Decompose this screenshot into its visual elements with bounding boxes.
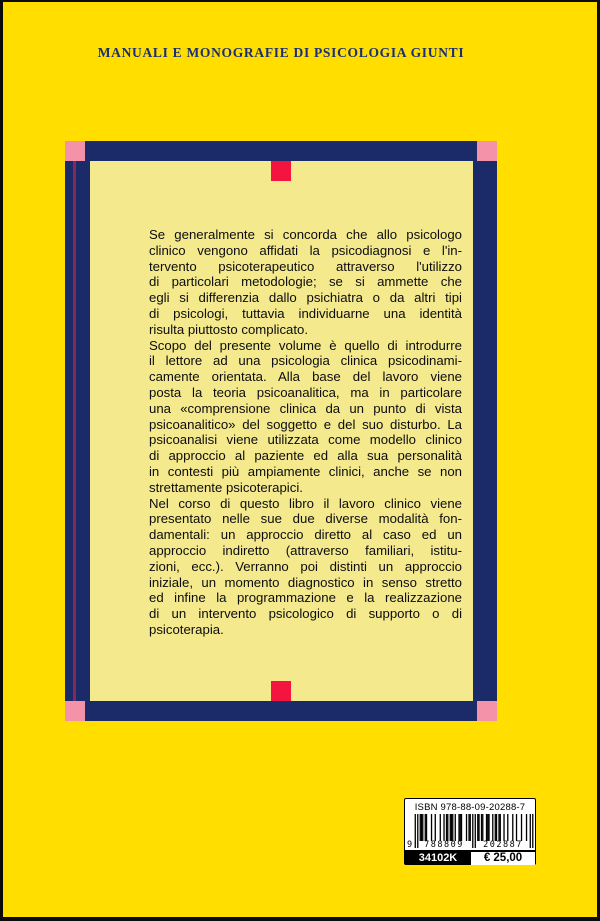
accent-square-top [271,161,291,181]
blurb-line: clinico vengono affidati la psicodiagnosi e l'in- [149,242,462,258]
blurb-line: zioni, ecc.). Verranno poi distinti un approccio [149,558,462,574]
corner-square-top-left [65,141,85,161]
blurb-line: di un intervento psicologico di supporto o di [149,606,462,622]
blurb-frame [65,141,497,721]
product-code: 34102K [405,852,471,865]
barcode-digit-group: 9 [406,840,413,850]
blurb-line: psicoterapia. [149,621,224,637]
blurb-line: di particolari metodologie; se si ammette che [149,274,462,290]
blurb-line: presentato nelle sue due diverse modalità fon- [149,511,462,527]
label-bottom-row [405,850,535,865]
series-title: MANUALI E MONOGRAFIE DI PSICOLOGIA GIUNTI [97,45,465,60]
blurb-line: Se generalmente si concorda che allo psicologo [149,227,462,242]
blurb-line: in contesti più ampiamente clinici, anche se non [149,463,462,479]
blurb-line: damentali: un approccio diretto al caso ed un [149,527,462,543]
blurb-line: camente orientata. Alla base del lavoro viene [149,369,462,385]
blurb-line: iniziale, un momento diagnostico in senso stretto [149,574,462,590]
blurb-line: di psicologi, tuttavia individuarne una identità [149,305,462,321]
blurb-panel [90,161,473,701]
price: € 25,00 [471,852,535,865]
isbn-text: ISBN 978-88-09-20288-7 [414,802,526,813]
frame-pinstripe [73,161,76,701]
blurb-line: psicoanalitico» del soggetto e del suo disturbo. La [149,416,462,432]
blurb-line: Nel corso di questo libro il lavoro clinico viene [149,495,462,511]
blurb-line: Scopo del presente volume è quello di introdurre [149,337,462,353]
blurb-line: di approccio al paziente ed alla sua personalità [149,448,462,464]
barcode-digit-group: 202887 [483,840,523,850]
blurb-line: una «comprensione clinica da un punto di vista [149,400,462,416]
corner-square-bottom-right [477,701,497,721]
barcode-label [404,798,536,865]
blurb-line: il lettore ad una psicologia clinica psicodinami- [149,353,462,369]
blurb-line: egli si differenzia dallo psichiatra o da altri tipi [149,290,462,306]
corner-square-bottom-left [65,701,85,721]
blurb-line: ed infine la programmazione e la realizzazione [149,590,462,606]
blurb-line: risulta piuttosto complicato. [149,321,309,337]
blurb-text [149,227,462,638]
blurb-line: posta la teoria psicoanalitica, ma in particolare [149,384,462,400]
blurb-line: psicoanalisi viene utilizzata come modello clinico [149,432,462,448]
corner-square-top-right [477,141,497,161]
book-back-cover [3,2,597,917]
barcode-digit-group: 788809 [424,840,464,850]
blurb-line: approccio indiretto (attraverso familiari, istitu- [149,542,462,558]
blurb-line: strettamente psicoterapici. [149,479,303,495]
barcode [405,814,535,850]
blurb-line: tervento psicoterapeutico attraverso l'utilizzo [149,258,462,274]
accent-square-bottom [271,681,291,701]
